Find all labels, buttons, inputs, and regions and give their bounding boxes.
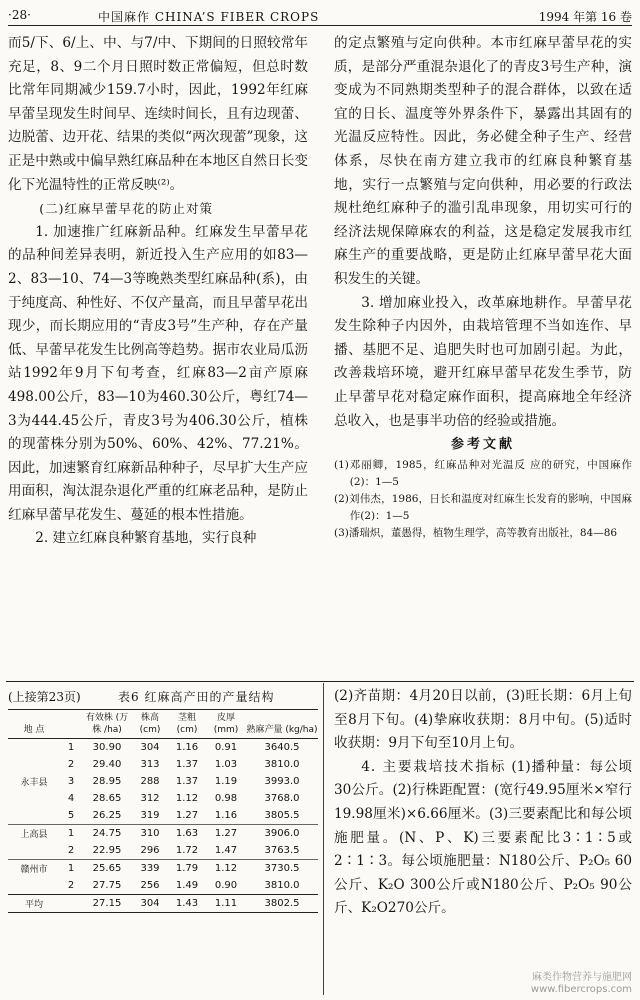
header-rule bbox=[8, 25, 632, 26]
cell-stem: 1.49 bbox=[175, 880, 199, 891]
cell-plants: 26.25 bbox=[92, 810, 122, 821]
table-row bbox=[8, 756, 318, 773]
cell-no: 2 bbox=[67, 880, 75, 891]
cell-plants: 29.40 bbox=[92, 759, 122, 770]
cell-stem: 1.79 bbox=[168, 860, 206, 878]
table-row bbox=[8, 825, 318, 843]
cell-yield: 3768.0 bbox=[264, 793, 300, 804]
yield-structure-table bbox=[8, 709, 318, 913]
cell-bark: 1.19 bbox=[214, 776, 238, 787]
cell-plants: 28.65 bbox=[92, 793, 122, 804]
paragraph: 1. 加速推广红麻新品种。红麻发生早蕾早花的品种间差异表明，新近投入生产应用的如83—2、83—10、74—3等晚熟类型红麻品种(系)，由于纯度高、种性好、不仅产量高，而且早蕾早花出现少，而长期应用的“青皮3号”生产种，存在产量低、早蕾早花发生比例高等趋势。据市农业局瓜沥站1992年9月下旬考查，红麻83—2亩产原麻498.00公斤，83—10为460.30公斤，粤红74—3为444.45公斤，青皮3号为406.30公斤，植株的现蕾株分别为50%、60%、42%、77.21%。因此，加速繁育红麻新品种种子，尽早扩大生产应用面积，淘汰混杂退化严重的红麻老品种，是防止红麻早蕾早花发生、蔓延的根本性措施。 bbox=[8, 223, 308, 523]
page-number: ·28· bbox=[8, 8, 31, 22]
table-row bbox=[8, 860, 318, 878]
section-subtitle: (二)红麻早蕾早花的防止对策 bbox=[39, 201, 214, 217]
paragraph: 而5/下、6/上、中、与7/中、下期间的日照较常年充足，8、9二个月日照时数正常偏短，但总时数比常年同期减少159.7小时，因此，1992年红麻早蕾呈现发生时间早、连续时间长，且有边现蕾、边脱蕾、边开花、结果的类似“两次现蕾”现象，这正是中熟或中偏早熟红麻品种在本地区自然日长变化下光温特性的正常反映⁽²⁾。 bbox=[8, 35, 308, 193]
table-row bbox=[8, 739, 318, 757]
cell-bark: 0.98 bbox=[214, 793, 238, 804]
cell-height: 304 bbox=[132, 895, 168, 913]
cell-plants: 25.65 bbox=[82, 860, 132, 878]
cell-height: 256 bbox=[140, 880, 160, 891]
paragraph: 3. 增加麻业投入，改革麻地耕作。早蕾早花发生除种子内因外，由栽培管理不当如连作、早播、基肥不足、追肥失时也可加剧引起。为此，改善栽培环境，避开红麻早蕾早花发生季节，防止早蕾早花对稳定麻作面积，提高麻地全年经济总收入，也是事半功倍的经验或措施。 bbox=[334, 294, 632, 429]
reference-item: (1)邓丽卿，1985，红麻品种对光温反 应的研究，中国麻作(2)：1—5 bbox=[334, 458, 632, 488]
cell-location bbox=[8, 807, 60, 825]
cell-plants: 30.90 bbox=[92, 742, 122, 753]
watermark bbox=[531, 972, 632, 996]
column-header: 株高 (cm) bbox=[132, 710, 168, 739]
cell-height: 319 bbox=[140, 810, 160, 821]
cell-yield: 3730.5 bbox=[246, 860, 318, 878]
column-header bbox=[60, 710, 82, 739]
table-title: 表6 红麻高产田的产量结构 bbox=[118, 690, 275, 704]
right-bottom-column bbox=[334, 685, 632, 921]
cell-height: 312 bbox=[140, 793, 160, 804]
cell-yield: 3810.0 bbox=[264, 880, 300, 891]
cell-bark: 1.11 bbox=[206, 895, 246, 913]
cell-bark: 0.90 bbox=[214, 880, 238, 891]
cell-location: 平均 bbox=[8, 895, 60, 913]
item-text: (1)播种量：每公顷30公斤。(2)行株距配置：(宽行49.95厘米×窄行19.98厘米)×6.66厘米。(3)三要素配比和每公顷施肥量。(N、P、K)三要素配比3∶1∶5或2∶1∶3。每公顷施肥量：N180公斤、P₂O₅ 60公斤、K₂O 300公斤或N180公斤、P₂O₅ 90公斤、K₂O270公斤。 bbox=[334, 758, 632, 917]
watermark-title: 麻类作物营养与施肥网 bbox=[532, 972, 632, 983]
journal-name: 中国麻作 CHINA’S FIBER CROPS bbox=[98, 10, 320, 24]
cell-plants: 27.15 bbox=[82, 895, 132, 913]
cell-height: 310 bbox=[132, 825, 168, 843]
table-row bbox=[8, 773, 318, 790]
paragraph: 的定点繁殖与定向供种。本市红麻早蕾早花的实质，是部分严重混杂退化了的青皮3号生产种，演变成为不同熟期类型种子的混合群体，以致在适宜的日长、温度等外界条件下，暴露出其固有的光温反应特性。因此，务必健全种子生产、经营体系，尽快在南方建立我市的红麻良种繁育基地，实行一点繁殖与定向供种，用必要的行政法规杜绝红麻种子的滥引乱串现象，用切实可行的经济法规保障麻农的利益，这是稳定发展我市红麻生产的重要战略，更是防止红麻早蕾早花大面积发生的关键。 bbox=[334, 35, 632, 287]
page-header bbox=[8, 0, 632, 28]
cell-height: 288 bbox=[140, 776, 160, 787]
cell-plants: 22.95 bbox=[92, 845, 122, 856]
cell-location bbox=[8, 842, 60, 860]
cell-yield: 3805.5 bbox=[264, 810, 300, 821]
cell-plants: 28.95 bbox=[92, 776, 122, 787]
cell-height: 296 bbox=[140, 845, 160, 856]
cell-stem: 1.37 bbox=[175, 776, 199, 787]
cell-location bbox=[8, 877, 60, 895]
table-header-row bbox=[8, 710, 318, 739]
reference-item: (3)潘瑞炽，董愚得，植物生理学，高等教育出版社，84—86 bbox=[334, 526, 618, 539]
cell-location bbox=[8, 739, 60, 757]
cell-plants: 24.75 bbox=[82, 825, 132, 843]
right-column bbox=[334, 32, 632, 542]
cell-no: 2 bbox=[67, 845, 75, 856]
continuation-note: (上接第23页) bbox=[8, 690, 81, 704]
references-title: 参考文献 bbox=[450, 437, 515, 453]
column-header: 地 点 bbox=[8, 710, 60, 739]
cell-stem: 1.43 bbox=[168, 895, 206, 913]
cell-stem: 1.37 bbox=[175, 759, 199, 770]
cell-yield: 3906.0 bbox=[246, 825, 318, 843]
cell-no: 5 bbox=[67, 810, 75, 821]
cell-stem: 1.16 bbox=[175, 742, 199, 753]
cell-bark: 1.47 bbox=[214, 845, 238, 856]
cell-location: 赣州市 bbox=[8, 860, 60, 878]
paragraph: 2. 建立红麻良种繁育基地，实行良种 bbox=[35, 530, 257, 547]
column-header: 茎粗 (cm) bbox=[168, 710, 206, 739]
cell-bark: 0.91 bbox=[214, 742, 238, 753]
cell-no: 2 bbox=[67, 759, 75, 770]
cell-plants: 27.75 bbox=[92, 880, 122, 891]
item-heading: 4. 主要栽培技术指标 bbox=[361, 758, 507, 775]
cell-location bbox=[8, 756, 60, 773]
cell-yield: 3640.5 bbox=[264, 742, 300, 753]
cell-bark: 1.16 bbox=[214, 810, 238, 821]
cell-height: 304 bbox=[140, 742, 160, 753]
cell-location: 上高县 bbox=[8, 825, 60, 843]
section-divider bbox=[6, 681, 634, 682]
cell-no: 4 bbox=[67, 793, 75, 804]
table-row bbox=[8, 842, 318, 860]
cell-no: 1 bbox=[60, 825, 82, 843]
cell-bark: 1.03 bbox=[214, 759, 238, 770]
cell-stem: 1.72 bbox=[175, 845, 199, 856]
left-column bbox=[8, 32, 308, 551]
cell-stem: 1.12 bbox=[175, 793, 199, 804]
watermark-url: www.fibercrops.com bbox=[530, 984, 632, 995]
cell-yield: 3810.0 bbox=[264, 759, 300, 770]
cell-bark: 1.12 bbox=[206, 860, 246, 878]
paragraph: (2)齐苗期：4月20日以前，(3)旺长期：6月上旬至8月下旬。(4)挚麻收获期：8月中旬。(5)适时收获期：9月下旬至10月上旬。 bbox=[334, 688, 632, 752]
column-header: 熟麻产量 (kg/ha) bbox=[246, 710, 318, 739]
reference-item: (2)刘伟杰，1986，日长和温度对红麻生长发育的影响，中国麻作(2)：1—5 bbox=[334, 492, 632, 522]
cell-location bbox=[8, 790, 60, 807]
column-header: 皮厚 (mm) bbox=[206, 710, 246, 739]
table-row bbox=[8, 790, 318, 807]
issue-info: 1994 年第 16 卷 bbox=[538, 10, 632, 24]
table-row bbox=[8, 877, 318, 895]
cell-yield: 3763.5 bbox=[264, 845, 300, 856]
cell-no: 1 bbox=[67, 742, 75, 753]
cell-stem: 1.63 bbox=[168, 825, 206, 843]
column-divider bbox=[323, 683, 324, 995]
table-row bbox=[8, 807, 318, 825]
cell-height: 313 bbox=[140, 759, 160, 770]
cell-stem: 1.27 bbox=[175, 810, 199, 821]
column-header: 有效株 (万株 /ha) bbox=[82, 710, 132, 739]
cell-yield: 3802.5 bbox=[246, 895, 318, 913]
cell-height: 339 bbox=[132, 860, 168, 878]
cell-no: 1 bbox=[60, 860, 82, 878]
cell-bark: 1.27 bbox=[206, 825, 246, 843]
cell-no bbox=[60, 895, 82, 913]
cell-yield: 3993.0 bbox=[264, 776, 300, 787]
cell-no: 3 bbox=[67, 776, 75, 787]
paragraph bbox=[334, 756, 632, 921]
cell-location: 永丰县 bbox=[20, 778, 48, 788]
table-average-row bbox=[8, 895, 318, 913]
